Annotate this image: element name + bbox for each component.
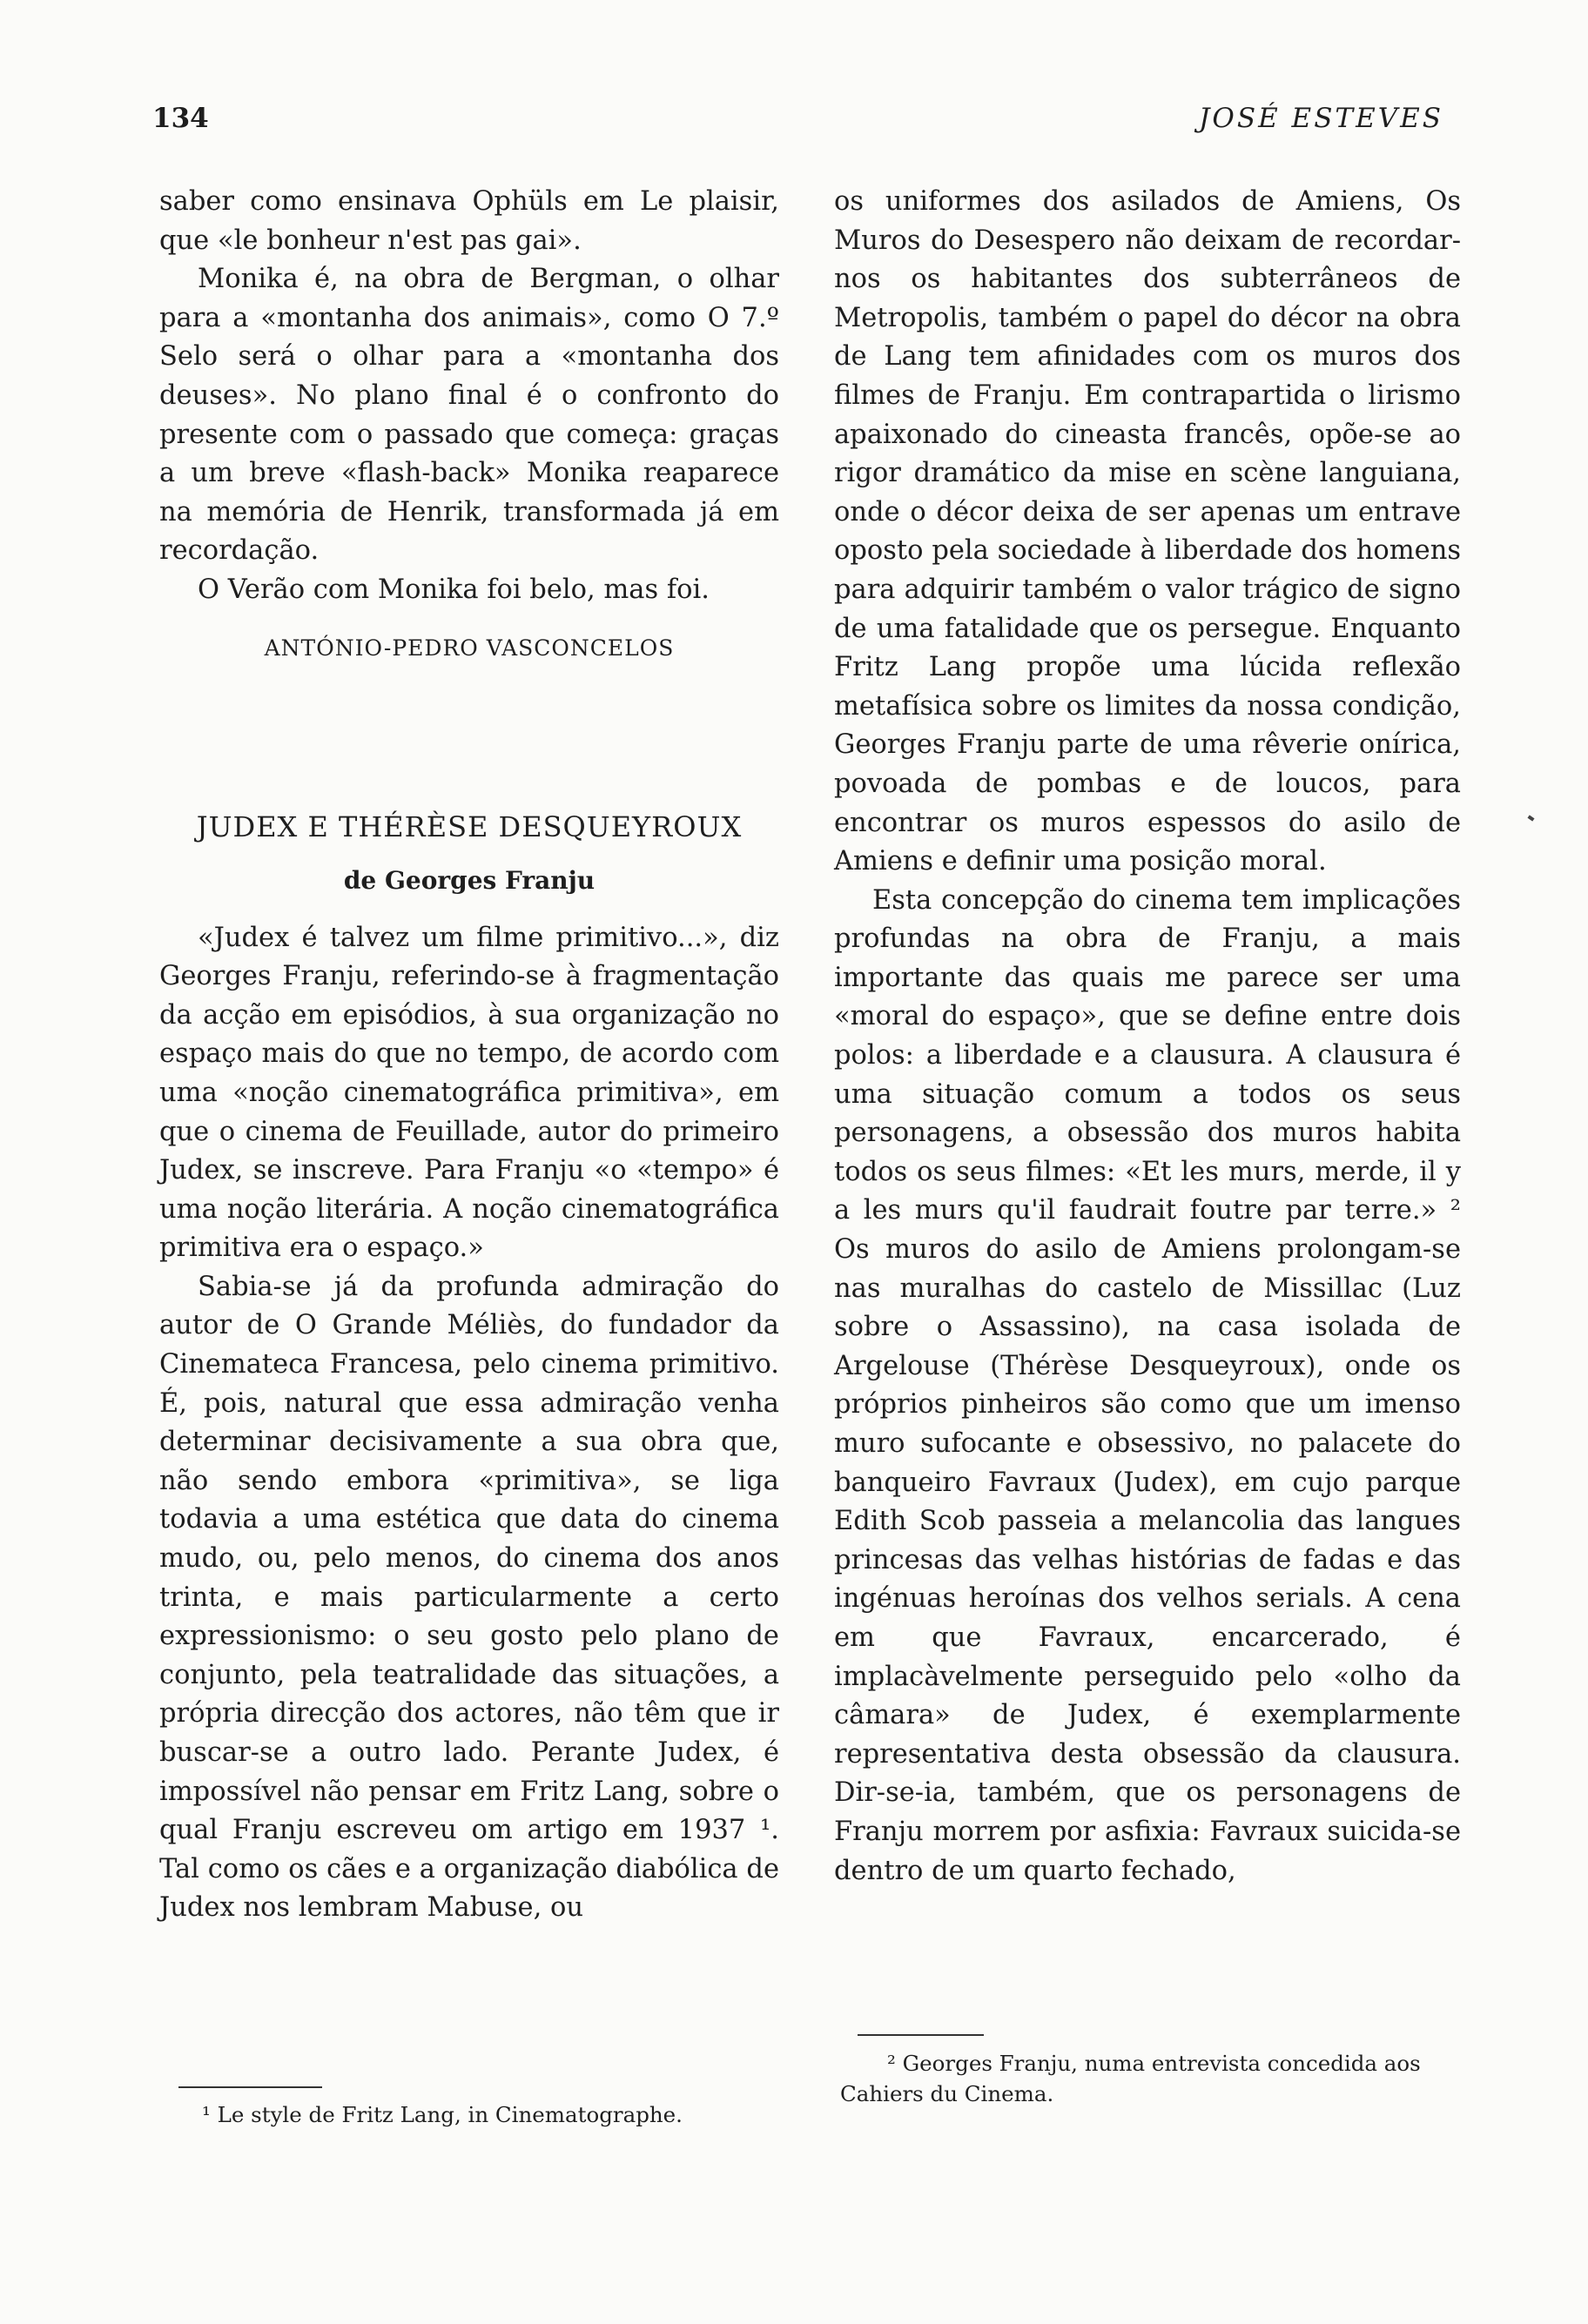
footnote-rule: [858, 2034, 984, 2036]
paragraph: os uniformes dos asilados de Amiens, Os Muros do Desespero não deixam de recordar-nos os habitantes dos subterrâneos de Metropolis, também o papel do décor na obra de Lang tem afinidades com os muros dos filmes de Franju. Em contrapartida o lirismo apaixonado do cineasta francês, opõe-se ao rigor dramático da mise en scène languiana, onde o décor deixa de ser apenas um entrave oposto pela sociedade à liberdade dos homens para adquirir também o valor trágico de signo de uma fatalidade que os persegue. Enquanto Fritz Lang propõe uma lúcida reflexão metafísica sobre os limites da nossa condição, Georges Franju parte de uma rêverie onírica, povoada de pombas e de loucos, para encontrar os muros espessos do asilo de Amiens e definir uma posição moral.: [834, 186, 1461, 877]
article-subtitle: de Georges Franju: [343, 865, 596, 895]
running-title: JOSÉ ESTEVES: [1199, 103, 1443, 134]
paragraph: O Verão com Monika foi belo, mas foi.: [198, 574, 710, 605]
page-header: [152, 103, 1443, 146]
paragraph: «Judex é talvez um filme primitivo...», diz Georges Franju, referindo-se à fragmentação da acção em episódios, à sua organização no espaço mais do que no tempo, de acordo com uma «noção cinematográfica primitiva», em que o cinema de Feuillade, autor do primeiro Judex, se inscreve. Para Franju «o «tempo» é uma noção literária. A noção cinematográfica primitiva era o espaço.»: [159, 922, 779, 1264]
footnote-rule: [178, 2086, 322, 2088]
left-column: [159, 183, 779, 1928]
paragraph: Monika é, na obra de Bergman, o olhar para a «montanha dos animais», como O 7.º Selo será o olhar para a «montanha dos deuses». No plano final é o confronto do presente com o passado que começa: graças a um breve «flash-back» Monika reaparece na memória de Henrik, transformada já em recordação.: [159, 264, 779, 567]
page-number: 134: [152, 103, 209, 134]
paragraph: Sabia-se já da profunda admiração do autor de O Grande Méliès, do fundador da Cinemateca Francesa, pelo cinema primitivo. É, pois, natural que essa admiração venha determinar decisivamente a sua obra que, não sendo embora «primitiva», se liga todavia a uma estética que data do cinema mudo, ou, pelo menos, do cinema dos anos trinta, e mais particularmente a certo expressionismo: o seu gosto pelo plano de conjunto, pela teatralidade das situações, a própria direcção dos actores, não têm que ir buscar-se a outro lado. Perante Judex, é impossível não pensar em Fritz Lang, sobre o qual Franju escreveu om artigo em 1937 ¹. Tal como os cães e a organização diabólica de Judex nos lembram Mabuse, ou: [159, 1271, 779, 1924]
ink-mark: [1527, 815, 1534, 821]
footnote: ² Georges Franju, numa entrevista concedida aos Cahiers du Cinema.: [840, 2051, 1421, 2106]
article-title: JUDEX E THÉRÈSE DESQUEYROUX: [196, 809, 743, 843]
footnote: ¹ Le style de Fritz Lang, in Cinematographe.: [202, 2102, 683, 2127]
paragraph: Esta concepção do cinema tem implicações profundas na obra de Franju, a mais importante das quais me parece ser uma «moral do espaço», que se define entre dois polos: a liberdade e a clausura. A clausura é uma situação comum a todos os seus personagens, a obsessão dos muros habita todos os seus filmes: «Et les murs, merde, il y a les murs qu'il faudrait foutre par terre.» ² Os muros do asilo de Amiens prolongam-se nas muralhas do castelo de Missillac (Luz sobre o Assassino), na casa isolada de Argelouse (Thérèse Desqueyroux), onde os próprios pinheiros são como que um imenso muro sufocante e obsessivo, no palacete do banqueiro Favraux (Judex), em cujo parque Edith Scob passeia a melancolia das langues princesas das velhas histórias de fadas e das ingénuas heroínas dos velhos serials. A cena em que Favraux, encarcerado, é implacàvelmente perseguido pelo «olho da câmara» de Judex, é exemplarmente representativa desta obsessão da clausura. Dir-se-ia, também, que os personagens de Franju morrem por asfixia: Favraux suicida-se dentro de um quarto fechado,: [834, 884, 1461, 1886]
author-signature: ANTÓNIO-PEDRO VASCONCELOS: [264, 635, 675, 661]
right-column: [834, 183, 1461, 1891]
paragraph: saber como ensinava Ophüls em Le plaisir, que «le bonheur n'est pas gai».: [159, 186, 779, 256]
